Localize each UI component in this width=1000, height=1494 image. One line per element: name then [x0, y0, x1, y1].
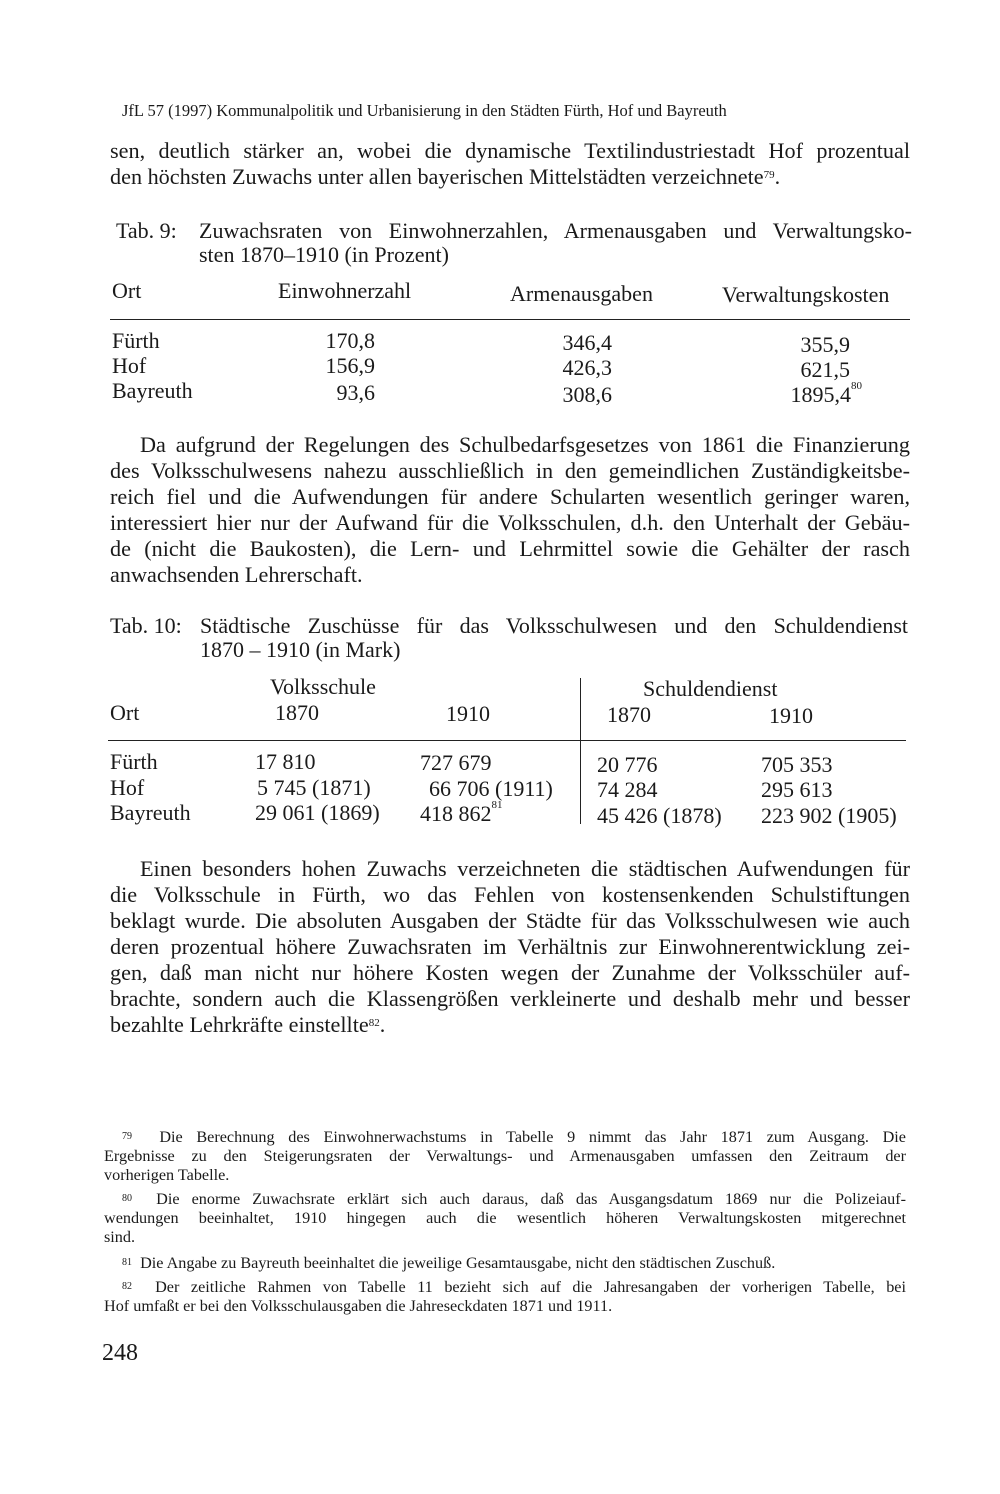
table9-row-fuerth-armen: 346,4	[562, 330, 612, 355]
table10-row-fuerth-sd1870: 20 776	[597, 752, 658, 777]
table9-row-hof-ort: Hof	[112, 353, 147, 378]
table10-row-bayreuth-vs1870: 29 061 (1869)	[255, 800, 380, 825]
table10-group-volksschule: Volksschule	[270, 674, 376, 699]
table10-column-divider	[580, 678, 581, 824]
table9-caption-line2: sten 1870–1910 (in Prozent)	[199, 242, 449, 267]
table10-label: Tab. 10:	[110, 613, 182, 638]
footnote-ref-79[interactable]: 79	[763, 169, 775, 181]
table10-row-hof-sd1870: 74 284	[597, 777, 658, 802]
para3-line: die Volksschule in Fürth, wo das Fehlen von kostensenkenden Schulstiftungen	[110, 882, 910, 907]
footnote-number: 79	[122, 1131, 132, 1142]
table10-row-hof-ort: Hof	[110, 775, 145, 800]
table9-row-fuerth-verwaltung: 355,9	[800, 332, 850, 357]
table10-header-vs-1870: 1870	[275, 700, 319, 725]
para2-line: de (nicht die Baukosten), die Lern- und Lehrmittel sowie die Gehälter der rasch	[110, 536, 910, 561]
table10-row-fuerth-vs1910: 727 679	[420, 750, 492, 775]
table10-caption-line2: 1870 – 1910 (in Mark)	[200, 637, 401, 662]
footnote-ref-81[interactable]: 81	[491, 799, 503, 811]
footnote-80: $^{80}$ Die enorme Zuwachsrate erklärt sich auch daraus, daß das Ausgangsdatum 1869 nur die Polizeiauf- wendungen beeinhaltet, 1910 hingegen auch die wesentlich höheren Verwaltungskosten mitgerechnet sind.	[104, 1190, 907, 1246]
table9-row-fuerth-einwohner: 170,8	[325, 328, 375, 353]
table10-row-fuerth-vs1870: 17 810	[255, 749, 316, 774]
running-head: JfL 57 (1997) Kommunalpolitik und Urbanisierung in den Städten Fürth, Hof und Bayreuth	[122, 101, 727, 120]
para2-line: interessiert hier nur der Aufwand für die Volksschulen, d.h. den Unterhalt der Gebäu-	[110, 510, 910, 535]
intro-line-2: den höchsten Zuwachs unter allen bayerischen Mittelstädten verzeichnete$^{79}$.	[110, 164, 781, 189]
table10-row-fuerth-ort: Fürth	[110, 749, 158, 774]
para3-line: deren prozentual höhere Zuwachsraten im Verhältnis zur Einwohnerentwicklung zei-	[110, 934, 910, 959]
para3-last-line: bezahlte Lehrkräfte einstellte$^{82}$.	[110, 1012, 386, 1037]
footnote-79: $^{79}$ Die Berechnung des Einwohnerwachstums in Tabelle 9 nimmt das Jahr 1871 zum Ausgang. Die Ergebnisse zu den Steigerungsraten der Verwaltungs- und Armenausgaben umfassen den Zeitraum der vorherigen Tabelle.	[104, 1128, 906, 1184]
table9-label: Tab. 9:	[116, 218, 177, 243]
table10-header-ort: Ort	[110, 700, 140, 725]
table9-header-ort: Ort	[112, 278, 142, 303]
table9-row-bayreuth-ort: Bayreuth	[112, 378, 193, 403]
table10-header-sd-1870: 1870	[607, 702, 651, 727]
table10-row-hof-vs1910: 66 706 (1911)	[429, 776, 553, 801]
table10-caption-line1: Städtische Zuschüsse für das Volksschulwesen und den Schuldendienst	[200, 613, 908, 638]
table10-row-bayreuth-vs1910: 418 $862^{81}$	[420, 799, 503, 826]
footnote-ref-82[interactable]: 82	[368, 1017, 380, 1029]
table10-row-fuerth-sd1910: 705 353	[761, 752, 833, 777]
para2-line: Da aufgrund der Regelungen des Schulbedarfsgesetzes von 1861 die Finanzierung	[140, 432, 910, 457]
para3-line: gen, daß man nicht nur höhere Kosten wegen der Zunahme der Volksschüler auf-	[110, 960, 910, 985]
table10-header-vs-1910: 1910	[446, 701, 490, 726]
page-number: 248	[102, 1340, 138, 1366]
intro-paragraph	[110, 138, 910, 190]
table10-row-hof-vs1870: 5 745 (1871)	[257, 775, 371, 800]
para3-line: brachte, sondern auch die Klassengrößen verkleinerte und deshalb mehr und besser	[110, 986, 910, 1011]
table10-row-hof-sd1910: 295 613	[761, 777, 833, 802]
para2-line: des Volksschulwesens nahezu ausschließlich in den gemeindlichen Zuständigkeitsbe-	[110, 458, 910, 483]
para2-line: anwachsenden Lehrerschaft.	[110, 562, 363, 587]
footnote-81: $^{81}$ Die Angabe zu Bayreuth beeinhaltet die jeweilige Gesamtausgabe, nicht den städtischen Zuschuß.	[122, 1254, 776, 1272]
table10-row-bayreuth-sd1870: 45 426 (1878)	[597, 803, 722, 828]
footnote-82: $^{82}$ Der zeitliche Rahmen von Tabelle 11 bezieht sich auf die Jahresangaben der vorherigen Tabelle, bei Hof umfaßt er bei den Volksschulausgaben die Jahreseckdaten 1871 und 1911.	[104, 1278, 906, 1315]
paragraph-zuwachs	[110, 856, 910, 1038]
footnote-number: 81	[122, 1257, 132, 1268]
para2-line: reich fiel und die Aufwendungen für andere Schularten wesentlich geringer waren,	[110, 484, 910, 509]
table9-row-bayreuth-verwaltung: 1895,4$^{80}$	[790, 380, 862, 407]
footnote-ref-80[interactable]: 80	[851, 380, 862, 392]
paragraph-volksschulwesen	[110, 432, 910, 588]
table10-row-bayreuth-sd1910: 223 902 (1905)	[761, 803, 897, 828]
footnote-number: 80	[122, 1193, 132, 1204]
table9-row-hof-armen: 426,3	[562, 355, 612, 380]
table10-header-rule	[108, 740, 906, 741]
table10-row-bayreuth-ort: Bayreuth	[110, 800, 191, 825]
table9-caption-line1: Zuwachsraten von Einwohnerzahlen, Armenausgaben und Verwaltungsko-	[199, 218, 912, 243]
table9-header-verwaltungskosten: Verwaltungskosten	[722, 282, 890, 307]
table9-row-hof-einwohner: 156,9	[325, 353, 375, 378]
table9-row-bayreuth-armen: 308,6	[562, 382, 612, 407]
table9-row-hof-verwaltung: 621,5	[800, 357, 850, 382]
table10-group-schuldendienst: Schuldendienst	[643, 676, 778, 701]
para3-line: beklagt wurde. Die absoluten Ausgaben der Städte für das Volksschulwesen wie auch	[110, 908, 910, 933]
table9-row-bayreuth-einwohner: 93,6	[336, 380, 375, 405]
table9-header-einwohnerzahl: Einwohnerzahl	[278, 278, 412, 303]
table10-header-sd-1910: 1910	[769, 703, 813, 728]
intro-line-1: sen, deutlich stärker an, wobei die dynamische Textilindustriestadt Hof prozentual	[110, 138, 910, 163]
footnote-number: 82	[122, 1281, 132, 1292]
para3-line: Einen besonders hohen Zuwachs verzeichneten die städtischen Aufwendungen für	[140, 856, 910, 881]
table9-header-armenausgaben: Armenausgaben	[510, 281, 653, 306]
table9-header-rule	[110, 319, 910, 320]
table9-row-fuerth-ort: Fürth	[112, 328, 160, 353]
